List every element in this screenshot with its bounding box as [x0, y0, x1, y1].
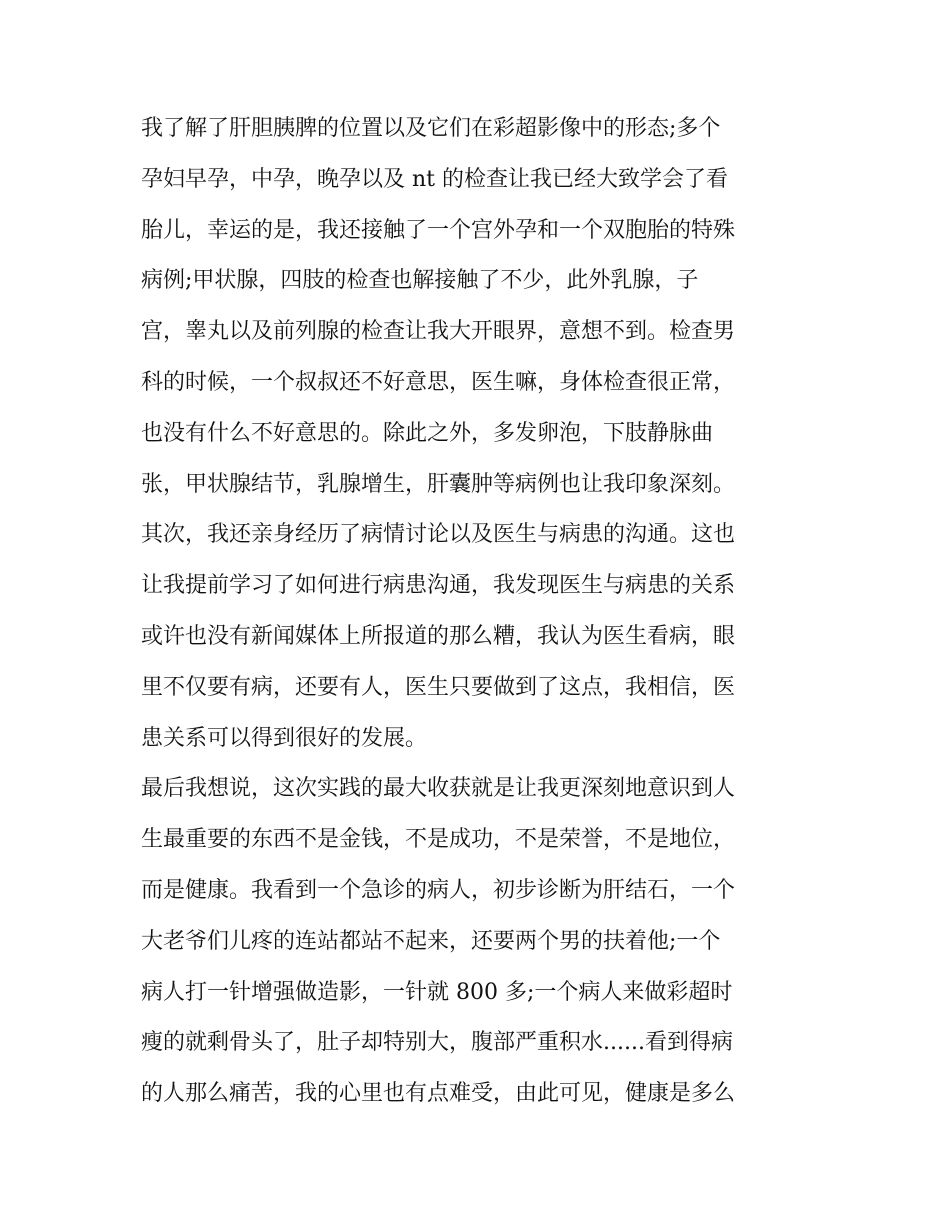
text-line: 其次，我还亲身经历了病情讨论以及医生与病患的沟通。这也	[141, 522, 736, 548]
text-line: 患关系可以得到很好的发展。	[141, 725, 428, 751]
text-line: 张，甲状腺结节，乳腺增生，肝囊肿等病例也让我印象深刻。	[141, 471, 736, 497]
text-line: 病例;甲状腺，四肢的检查也解接触了不少，此外乳腺，子	[141, 268, 699, 294]
text-line: 宫，睾丸以及前列腺的检查让我大开眼界，意想不到。检查男	[141, 319, 736, 345]
text-line: 我了解了肝胆胰脾的位置以及它们在彩超影像中的形态;多个	[141, 116, 721, 141]
text-line: 胎儿，幸运的是，我还接触了一个宫外孕和一个双胞胎的特殊	[141, 217, 736, 243]
text-line: 病人打一针增强做造影，一针就 800 多;一个病人来做彩超时	[141, 979, 733, 1005]
body-text	[141, 113, 821, 1129]
text-line: 瘦的就剩骨头了，肚子却特别大，腹部严重积水......看到得病	[141, 1030, 733, 1056]
text-line: 的人那么痛苦，我的心里也有点难受，由此可见，健康是多么	[141, 1081, 736, 1107]
text-line: 而是健康。我看到一个急诊的病人，初步诊断为肝结石，一个	[141, 877, 736, 903]
text-line: 让我提前学习了如何进行病患沟通，我发现医生与病患的关系	[141, 573, 736, 599]
text-line: 里不仅要有病，还要有人，医生只要做到了这点，我相信，医	[141, 674, 736, 700]
text-line: 最后我想说，这次实践的最大收获就是让我更深刻地意识到人	[141, 776, 736, 802]
text-line: 或许也没有新闻媒体上所报道的那么糟，我认为医生看病，眼	[141, 623, 736, 649]
text-line: 生最重要的东西不是金钱，不是成功，不是荣誉，不是地位，	[141, 827, 736, 853]
text-line: 孕妇早孕，中孕，晚孕以及 nt 的检查让我已经大致学会了看	[141, 166, 728, 192]
text-line: 大老爷们儿疼的连站都站不起来，还要两个男的扶着他;一个	[141, 928, 721, 954]
text-line: 也没有什么不好意思的。除此之外，多发卵泡，下肢静脉曲	[141, 420, 714, 446]
text-line: 科的时候，一个叔叔还不好意思，医生嘛，身体检查很正常，	[141, 369, 736, 395]
